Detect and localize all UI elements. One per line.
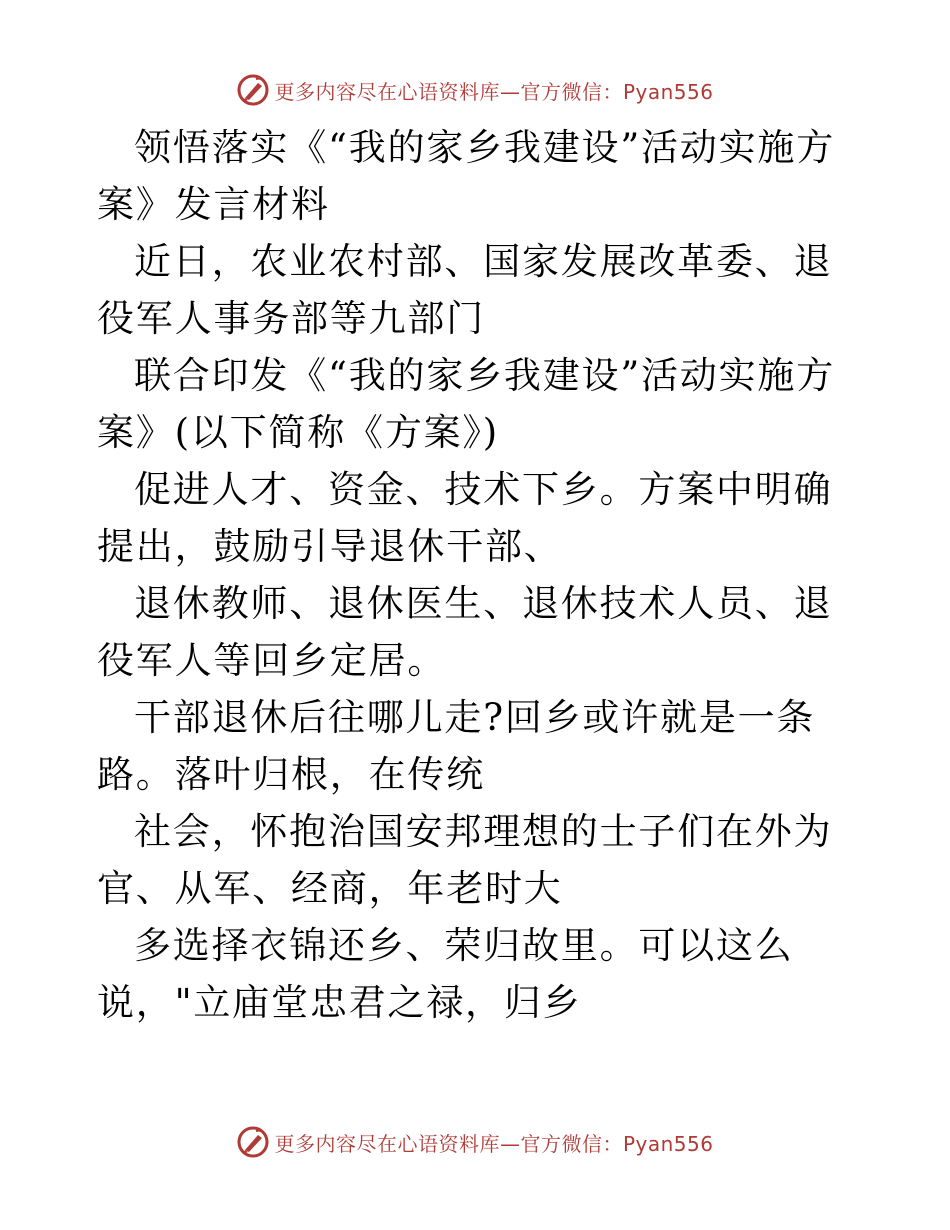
paragraph-5: 退休教师、退休医生、退休技术人员、退役军人等回乡定居。 xyxy=(97,582,833,682)
watermark-text: 更多内容尽在心语资料库—官方微信：Pyan556 xyxy=(274,79,714,104)
paragraph-1: 领悟落实《“我的家乡我建设”活动实施方案》发言材料 xyxy=(97,126,836,226)
paragraph-7: 社会，怀抱治国安邦理想的士子们在外为官、从军、经商，年老时大 xyxy=(97,810,833,910)
paragraph-2: 近日，农业农村部、国家发展改革委、退役军人事务部等九部门 xyxy=(97,240,833,340)
pen-circle-logo-icon xyxy=(236,73,270,107)
document-body xyxy=(97,119,857,1031)
paragraph-4: 促进人才、资金、技术下乡。方案中明确提出，鼓励引导退休干部、 xyxy=(97,468,833,568)
footer-watermark xyxy=(0,1122,950,1162)
pen-circle-logo-icon xyxy=(236,1125,270,1159)
paragraph-8: 多选择衣锦还乡、荣归故里。可以这么说，"立庙堂忠君之禄，归乡 xyxy=(97,924,794,1024)
header-watermark xyxy=(0,70,950,110)
paragraph-3: 联合印发《“我的家乡我建设”活动实施方案》(以下简称《方案》) xyxy=(97,354,836,454)
watermark-text: 更多内容尽在心语资料库—官方微信：Pyan556 xyxy=(274,1131,714,1156)
paragraph-6: 干部退休后往哪儿走?回乡或许就是一条路。落叶归根，在传统 xyxy=(97,696,816,796)
